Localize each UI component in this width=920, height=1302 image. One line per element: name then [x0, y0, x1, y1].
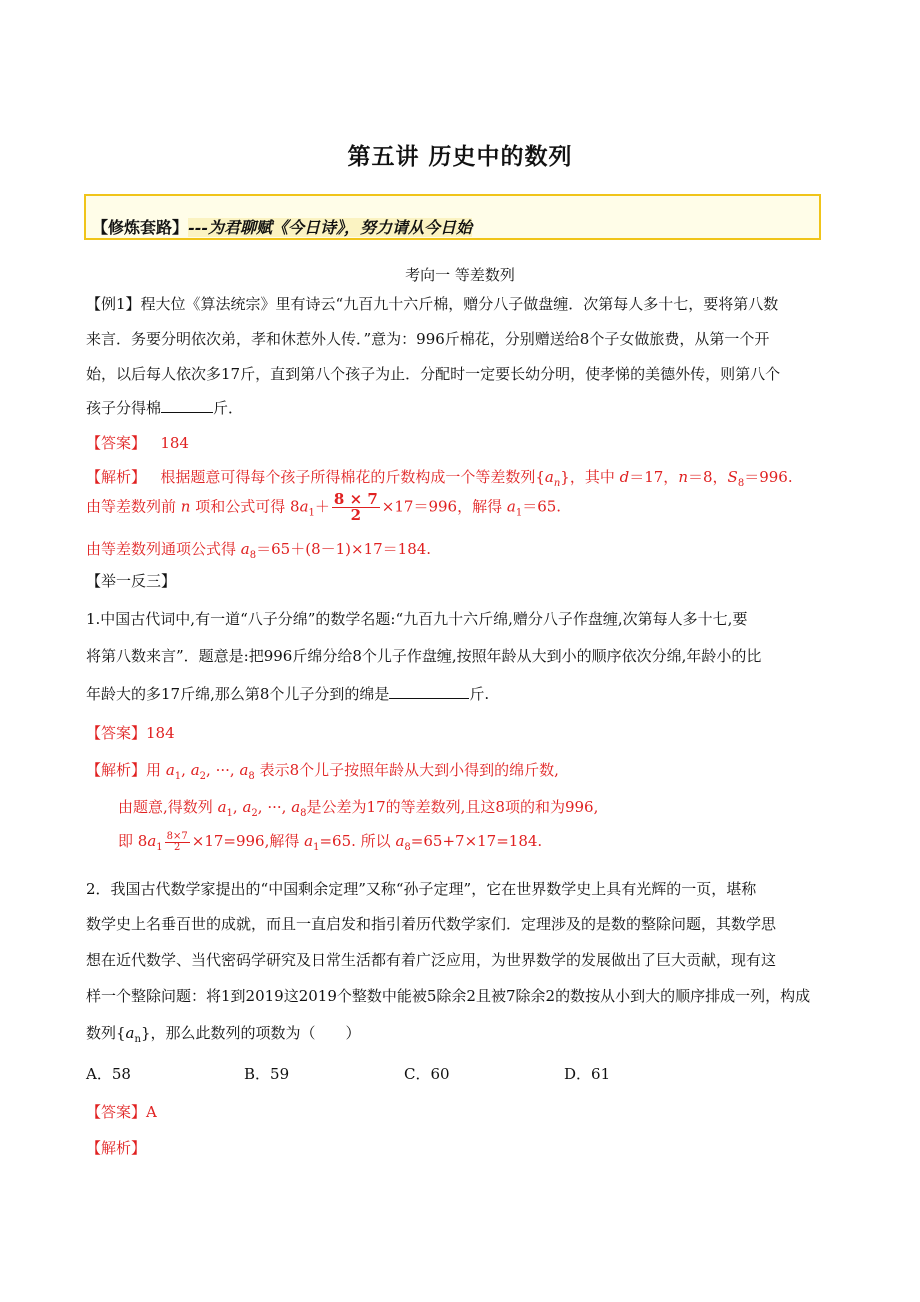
analysis-text: }，其中	[560, 468, 615, 486]
practice-banner	[84, 194, 821, 240]
analysis-text: 由等差数列前	[86, 497, 177, 516]
q2-line4: 样一个整除问题：将1到2019这2019个整数中能被5除余2且被7除余2的数按从小到大的顺序排成一列，构成	[86, 987, 811, 1005]
banner-text	[92, 215, 472, 238]
sub-1: 1	[313, 842, 320, 853]
analysis-text: 表示8个儿子按照年龄从大到小得到的绵斤数,	[259, 761, 559, 779]
var-a: a	[239, 761, 249, 779]
sub-2: 2	[199, 771, 207, 782]
sub-8: 8	[249, 550, 257, 561]
answer-value: 184	[160, 434, 189, 452]
var-n: n	[678, 468, 688, 486]
q1-line3-pre: 年龄大的多17斤绵,那么第8个儿子分到的绵是	[86, 685, 390, 703]
var-a: a	[506, 497, 516, 516]
answer-blank	[161, 398, 213, 413]
ellipsis: ···	[267, 798, 282, 816]
sub-1: 1	[174, 771, 182, 782]
page-title: 第五讲 历史中的数列	[347, 144, 573, 170]
q2-answer	[86, 1101, 157, 1122]
comma: ,	[206, 761, 211, 779]
option-b[interactable]: B．59	[244, 1065, 290, 1083]
q1-line3-post: 斤.	[469, 685, 490, 703]
analysis-text: 由题意,得数列	[118, 798, 213, 816]
fraction-denominator: 2	[350, 506, 362, 524]
q1-analysis-line1	[86, 759, 559, 782]
var-a: a	[125, 1024, 135, 1042]
example1-answer	[86, 432, 189, 453]
option-c[interactable]: C．60	[404, 1065, 450, 1083]
analysis-label: 【解析】	[86, 761, 147, 779]
q2-line5-post: }，那么此数列的项数为（ ）	[140, 1024, 361, 1042]
q2-line2: 数学史上名垂百世的成就，而且一直启发和指引着历代数学家们．定理涉及的是数的整除问题，其数学思	[86, 915, 777, 933]
example1-analysis-line2	[86, 492, 561, 523]
var-a: a	[395, 832, 405, 850]
analysis-text: =65+7×17=184.	[410, 832, 543, 850]
sub-1: 1	[156, 842, 163, 853]
sub-1: 1	[515, 507, 523, 519]
q1-analysis-line3	[118, 830, 542, 853]
comma: ,	[181, 761, 186, 779]
q2-line5	[86, 1022, 361, 1045]
var-a: a	[217, 798, 227, 816]
answer-value: 184	[146, 724, 175, 742]
sub-8: 8	[404, 842, 411, 853]
example1-line4-pre: 孩子分得棉	[86, 399, 162, 417]
var-a: a	[242, 798, 252, 816]
example1-line4	[86, 397, 243, 418]
n-value: ＝8，	[687, 468, 728, 486]
example1-analysis-line1	[86, 466, 793, 489]
sub-8: 8	[300, 808, 307, 819]
q1-analysis-line2	[118, 796, 598, 819]
var-a: a	[190, 761, 200, 779]
answer-label: 【答案】	[86, 434, 147, 452]
sub-8: 8	[248, 771, 255, 782]
s-value: ＝996.	[744, 468, 793, 486]
answer-blank	[389, 684, 469, 699]
q2-options	[86, 1063, 786, 1085]
option-a[interactable]: A．58	[86, 1065, 131, 1083]
var-a: a	[544, 468, 554, 486]
comma: ,	[229, 761, 235, 779]
var-a: a	[304, 832, 314, 850]
q2-line5-pre: 数列{	[86, 1024, 126, 1042]
sub-1: 1	[226, 808, 233, 819]
example1-analysis-line3	[86, 538, 431, 561]
example1-line4-post: 斤．	[213, 399, 244, 417]
ellipsis: ···	[215, 761, 230, 779]
var-a: a	[291, 798, 301, 816]
q2-analysis: 【解析】	[86, 1139, 147, 1157]
fraction	[332, 492, 380, 523]
analysis-text: ×17=996,解得	[191, 832, 300, 850]
var-s: S	[727, 468, 738, 486]
example1-line1: 【例1】程大位《算法统宗》里有诗云“九百九十六斤棉，赠分八子做盘缠．次第每人多十七，要将第八数	[86, 295, 779, 313]
var-d: d	[619, 468, 630, 486]
plus-sign: ＋	[314, 497, 330, 516]
answer-label: 【答案】	[86, 724, 147, 742]
q2-line3: 想在近代数学、当代密码学研究及日常生活都有着广泛应用，为世界数学的发展做出了巨大贡献，现有这	[86, 951, 777, 969]
section-heading: 考向一 等差数列	[405, 266, 515, 284]
answer-value: A	[146, 1103, 157, 1121]
q1-line1: 1.中国古代词中,有一道“八子分绵”的数学名题:“九百九十六斤绵,赠分八子作盘缠,次第每人多十七,要	[86, 610, 748, 628]
analysis-text: 用	[146, 761, 162, 779]
example1-line2: 来言．务要分明依次弟，孝和休惹外人传．”意为：996斤棉花，分别赠送给8个子女做旅费，从第一个开	[86, 330, 770, 348]
answer-label: 【答案】	[86, 1103, 147, 1121]
analysis-text: ＝65.	[522, 497, 562, 516]
analysis-text: 即 8	[118, 832, 148, 850]
analysis-text: 项和公式可得 8	[195, 497, 300, 516]
var-a: a	[165, 761, 175, 779]
q2-line1: 2．我国古代数学家提出的“中国剩余定理”又称“孙子定理”，它在世界数学史上具有光辉的一页，堪称	[86, 880, 757, 898]
q1-line2: 将第八数来言”．题意是:把996斤绵分给8个儿子作盘缠,按照年龄从大到小的顺序依次分绵,年龄小的比	[86, 647, 762, 665]
analysis-text: 由等差数列通项公式得	[86, 540, 237, 558]
comma: ,	[257, 798, 263, 816]
analysis-text: ＝65＋(8－1)×17＝184.	[256, 540, 432, 558]
banner-label: 【修炼套路】	[92, 218, 189, 237]
analysis-text: ×17＝996，解得	[381, 497, 503, 516]
example1-line3: 始，以后每人依次多17斤，直到第八个孩子为止．分配时一定要长幼分明，使孝悌的美德外传，则第八个	[86, 365, 781, 383]
d-value: ＝17，	[629, 468, 679, 486]
option-d[interactable]: D．61	[564, 1065, 611, 1083]
var-a: a	[147, 832, 157, 850]
fraction-denominator: 2	[174, 841, 181, 853]
var-n-sub: n	[553, 478, 561, 489]
comma: ,	[232, 798, 238, 816]
sub-1: 1	[308, 507, 315, 519]
s-sub: 8	[737, 478, 745, 489]
var-n: n	[180, 497, 191, 516]
sub-2: 2	[251, 808, 258, 819]
banner-subtitle: ---为君聊赋《今日诗》，努力请从今日始	[188, 218, 472, 237]
q1-line3	[86, 683, 489, 704]
fraction-numerator: 8×7	[166, 830, 188, 842]
q1-answer	[86, 722, 175, 743]
var-n-sub: n	[134, 1034, 141, 1045]
fraction	[165, 832, 190, 853]
analysis-text: 是公差为17的等差数列,且这8项的和为996,	[306, 798, 599, 816]
comma: ,	[281, 798, 287, 816]
var-a: a	[299, 497, 309, 516]
extend-heading: 【举一反三】	[86, 572, 177, 590]
analysis-text: =65. 所以	[319, 832, 391, 850]
var-a: a	[240, 540, 250, 558]
fraction-numerator: 8 × 7	[333, 490, 378, 508]
analysis-label: 【解析】	[86, 468, 147, 486]
analysis-text: 根据题意可得每个孩子所得棉花的斤数构成一个等差数列{	[160, 468, 545, 486]
